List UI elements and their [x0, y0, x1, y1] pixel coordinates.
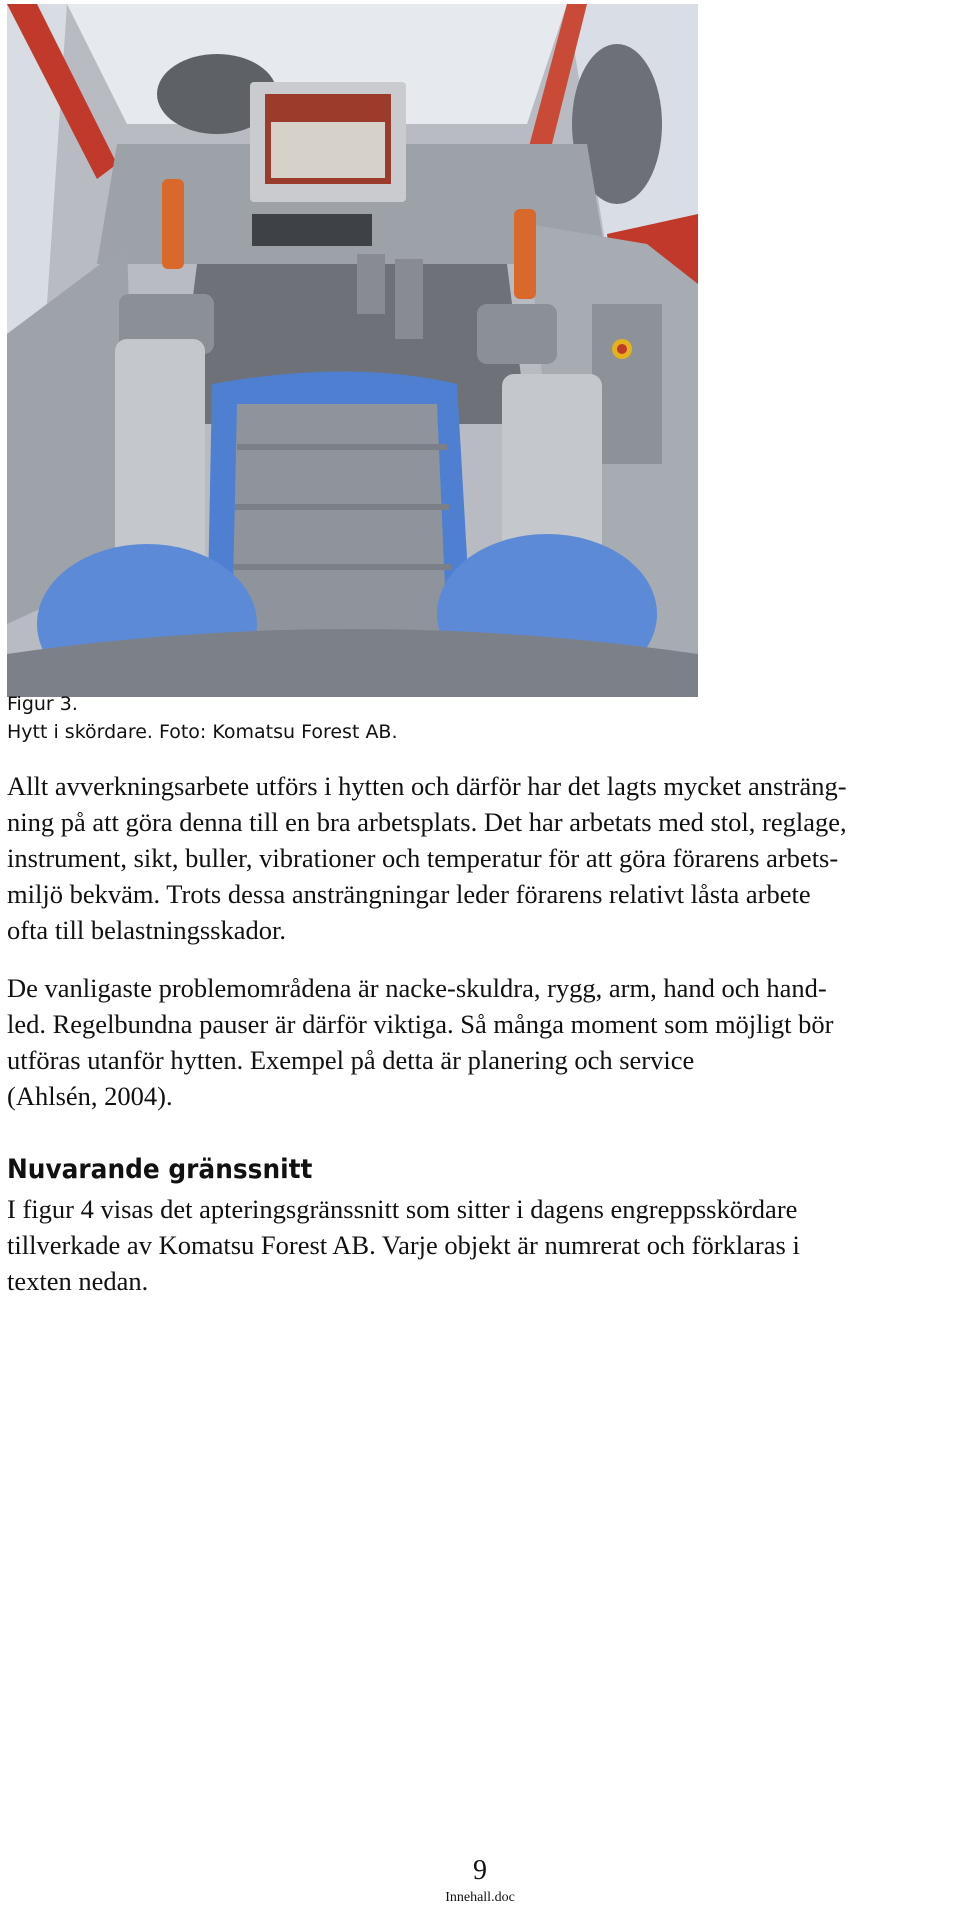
footer-filename: Innehall.doc: [445, 1890, 515, 1905]
paragraph-ergonomics: [7, 768, 947, 948]
paragraph-line: Allt avverkningsarbete utförs i hytten och därför har det lagts mycket ansträng-: [7, 771, 847, 801]
paragraph-problem-areas: [7, 970, 947, 1114]
page-number: 9: [473, 1855, 487, 1886]
paragraph-line: ofta till belastningsskador.: [7, 915, 286, 945]
paragraph-current-interface: [7, 1191, 947, 1299]
paragraph-line: De vanligaste problemområdena är nacke-skuldra, rygg, arm, hand och hand-: [7, 973, 827, 1003]
paragraph-line: utföras utanför hytten. Exempel på detta är planering och service: [7, 1045, 695, 1075]
figure-label: Figur 3.: [7, 693, 78, 715]
figure-caption: Hytt i skördare. Foto: Komatsu Forest AB.: [7, 721, 398, 743]
paragraph-line: texten nedan.: [7, 1266, 149, 1296]
paragraph-line: led. Regelbundna pauser är därför viktiga. Så många moment som möjligt bör: [7, 1009, 834, 1039]
harvester-cab-photo: [7, 4, 698, 697]
paragraph-line: instrument, sikt, buller, vibrationer och temperatur för att göra förarens arbets-: [7, 843, 839, 873]
section-heading: Nuvarande gränssnitt: [7, 1154, 313, 1185]
paragraph-line: miljö bekväm. Trots dessa ansträngningar leder förarens relativt låsta arbete: [7, 879, 811, 909]
paragraph-line: ning på att göra denna till en bra arbetsplats. Det har arbetats med stol, reglage,: [7, 807, 847, 837]
paragraph-line: tillverkade av Komatsu Forest AB. Varje objekt är numrerat och förklaras i: [7, 1230, 800, 1260]
paragraph-line: I figur 4 visas det apteringsgränssnitt som sitter i dagens engreppsskördare: [7, 1194, 798, 1224]
paragraph-line: (Ahlsén, 2004).: [7, 1081, 173, 1111]
